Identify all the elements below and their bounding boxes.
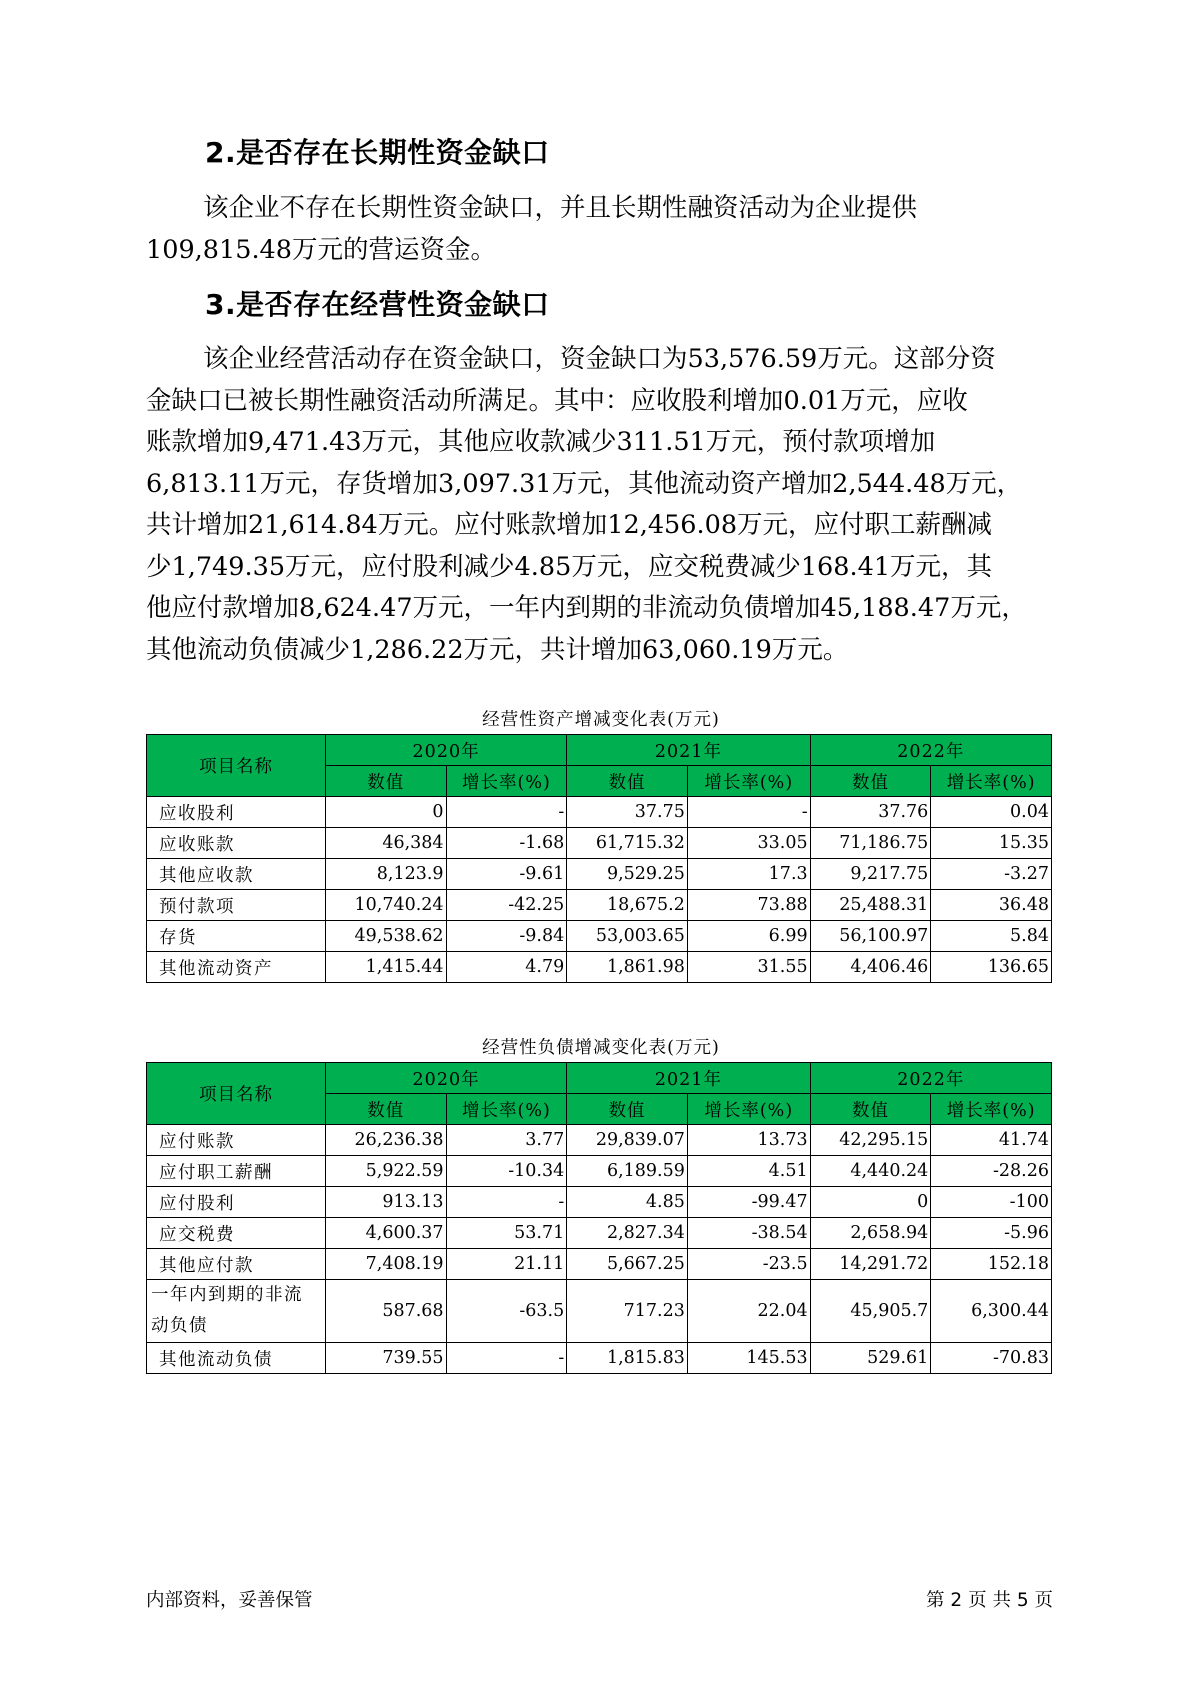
paragraph-line: 账款增加9,471.43万元，其他应收款减少311.51万元，预付款项增加 [146,427,936,457]
cell-value: 1,415.44 [325,952,446,983]
cell-growth-rate: -10.34 [446,1156,567,1187]
cell-growth-rate: 13.73 [687,1125,810,1156]
cell-value: 5,667.25 [567,1249,688,1280]
table-row [147,1343,1052,1374]
operating-liabilities-table [146,1062,1052,1374]
cell-value: 739.55 [325,1343,446,1374]
row-item-name: 应付股利 [147,1187,326,1218]
cell-growth-rate: 41.74 [931,1125,1052,1156]
table-row [147,1125,1052,1156]
cell-value: 717.23 [567,1280,688,1343]
section-heading-long-term-gap: 2.是否存在长期性资金缺口 [205,136,550,169]
cell-growth-rate: -9.61 [446,859,567,890]
cell-value: 6,189.59 [567,1156,688,1187]
cell-growth-rate: 22.04 [687,1280,810,1343]
cell-value: 1,861.98 [567,952,688,983]
cell-value: 2,827.34 [567,1218,688,1249]
cell-growth-rate: 36.48 [931,890,1052,921]
cell-growth-rate: -28.26 [931,1156,1052,1187]
table-caption-assets: 经营性资产增减变化表(万元) [482,710,720,730]
cell-value: 2,658.94 [810,1218,931,1249]
cell-growth-rate: 145.53 [687,1343,810,1374]
header-year: 2020年 [325,1063,566,1094]
table-row [147,859,1052,890]
cell-growth-rate: 152.18 [931,1249,1052,1280]
table-row [147,797,1052,828]
table-caption-liabilities: 经营性负债增减变化表(万元) [482,1038,720,1058]
cell-value: 9,217.75 [810,859,931,890]
header-value: 数值 [810,766,931,797]
cell-growth-rate: -63.5 [446,1280,567,1343]
header-year: 2020年 [325,735,566,766]
row-item-name: 其他流动资产 [147,952,326,983]
paragraph-line: 该企业经营活动存在资金缺口，资金缺口为53,576.59万元。这部分资 [203,344,996,374]
row-item-name: 一年内到期的非流动负债 [147,1280,326,1343]
cell-value: 25,488.31 [810,890,931,921]
header-rate: 增长率(%) [931,766,1052,797]
operating-assets-table [146,734,1052,983]
paragraph-operating-gap [146,339,1056,671]
header-rate: 增长率(%) [931,1094,1052,1125]
row-item-name: 应收股利 [147,797,326,828]
cell-growth-rate: 5.84 [931,921,1052,952]
table-row [147,1218,1052,1249]
cell-value: 10,740.24 [325,890,446,921]
table-row [147,1156,1052,1187]
table-row [147,1249,1052,1280]
cell-value: 587.68 [325,1280,446,1343]
cell-growth-rate: -23.5 [687,1249,810,1280]
cell-value: 37.75 [567,797,688,828]
header-value: 数值 [567,766,688,797]
row-item-name: 预付款项 [147,890,326,921]
cell-value: 56,100.97 [810,921,931,952]
cell-growth-rate: 4.79 [446,952,567,983]
cell-value: 4.85 [567,1187,688,1218]
table-row [147,1187,1052,1218]
cell-growth-rate: -42.25 [446,890,567,921]
cell-value: 4,440.24 [810,1156,931,1187]
cell-growth-rate: -1.68 [446,828,567,859]
cell-growth-rate: 33.05 [687,828,810,859]
cell-value: 7,408.19 [325,1249,446,1280]
cell-growth-rate: 3.77 [446,1125,567,1156]
header-rate: 增长率(%) [446,1094,567,1125]
cell-growth-rate: 53.71 [446,1218,567,1249]
table-row [147,1280,1052,1343]
cell-value: 0 [810,1187,931,1218]
cell-growth-rate: -70.83 [931,1343,1052,1374]
cell-growth-rate: - [446,797,567,828]
cell-value: 9,529.25 [567,859,688,890]
cell-value: 37.76 [810,797,931,828]
row-item-name: 其他流动负债 [147,1343,326,1374]
cell-growth-rate: 21.11 [446,1249,567,1280]
header-rate: 增长率(%) [687,1094,810,1125]
header-value: 数值 [325,766,446,797]
table-row [147,828,1052,859]
header-year: 2022年 [810,1063,1051,1094]
paragraph-line: 共计增加21,614.84万元。应付账款增加12,456.08万元，应付职工薪酬减 [146,510,993,540]
row-item-name: 应收账款 [147,828,326,859]
row-item-name: 应交税费 [147,1218,326,1249]
cell-growth-rate: 6,300.44 [931,1280,1052,1343]
cell-growth-rate: 6.99 [687,921,810,952]
row-item-name: 应付账款 [147,1125,326,1156]
cell-value: 53,003.65 [567,921,688,952]
cell-growth-rate: -100 [931,1187,1052,1218]
header-value: 数值 [810,1094,931,1125]
paragraph-line: 其他流动负债减少1,286.22万元，共计增加63,060.19万元。 [146,634,849,665]
table-row [147,921,1052,952]
cell-growth-rate: 17.3 [687,859,810,890]
cell-growth-rate: - [446,1343,567,1374]
header-value: 数值 [567,1094,688,1125]
header-value: 数值 [325,1094,446,1125]
cell-growth-rate: 31.55 [687,952,810,983]
table-row [147,890,1052,921]
cell-growth-rate: -3.27 [931,859,1052,890]
paragraph-line: 他应付款增加8,624.47万元，一年内到期的非流动负债增加45,188.47万元， [146,593,1027,623]
cell-value: 61,715.32 [567,828,688,859]
cell-value: 4,600.37 [325,1218,446,1249]
paragraph-long-term-gap [146,188,1056,271]
cell-growth-rate: - [687,797,810,828]
section-heading-operating-gap: 3.是否存在经营性资金缺口 [205,288,550,321]
footer-confidential-note: 内部资料，妥善保管 [146,1590,313,1611]
header-rate: 增长率(%) [687,766,810,797]
row-item-name: 其他应付款 [147,1249,326,1280]
cell-growth-rate: -38.54 [687,1218,810,1249]
cell-value: 4,406.46 [810,952,931,983]
cell-growth-rate: -5.96 [931,1218,1052,1249]
cell-value: 5,922.59 [325,1156,446,1187]
paragraph-line: 109,815.48万元的营运资金。 [146,234,497,265]
cell-growth-rate: 136.65 [931,952,1052,983]
cell-growth-rate: 4.51 [687,1156,810,1187]
table-row [147,952,1052,983]
footer-page-number: 第 2 页 共 5 页 [926,1590,1053,1611]
paragraph-line: 该企业不存在长期性资金缺口，并且长期性融资活动为企业提供 [203,193,918,223]
cell-growth-rate: - [446,1187,567,1218]
cell-value: 49,538.62 [325,921,446,952]
row-item-name: 其他应收款 [147,859,326,890]
header-rate: 增长率(%) [446,766,567,797]
cell-value: 45,905.7 [810,1280,931,1343]
paragraph-line: 6,813.11万元，存货增加3,097.31万元，其他流动资产增加2,544.48万元， [146,468,1023,499]
cell-value: 0 [325,797,446,828]
cell-value: 42,295.15 [810,1125,931,1156]
cell-growth-rate: -9.84 [446,921,567,952]
cell-value: 71,186.75 [810,828,931,859]
cell-value: 46,384 [325,828,446,859]
cell-value: 913.13 [325,1187,446,1218]
paragraph-line: 少1,749.35万元，应付股利减少4.85万元，应交税费减少168.41万元，其 [146,551,993,582]
cell-value: 26,236.38 [325,1125,446,1156]
header-year: 2022年 [810,735,1051,766]
cell-growth-rate: -99.47 [687,1187,810,1218]
cell-value: 529.61 [810,1343,931,1374]
cell-value: 8,123.9 [325,859,446,890]
paragraph-line: 金缺口已被长期性融资活动所满足。其中：应收股利增加0.01万元，应收 [146,385,968,416]
header-year: 2021年 [567,735,810,766]
cell-value: 29,839.07 [567,1125,688,1156]
row-item-name: 应付职工薪酬 [147,1156,326,1187]
cell-value: 1,815.83 [567,1343,688,1374]
header-year: 2021年 [567,1063,810,1094]
cell-value: 18,675.2 [567,890,688,921]
row-item-name: 存货 [147,921,326,952]
cell-growth-rate: 15.35 [931,828,1052,859]
cell-growth-rate: 0.04 [931,797,1052,828]
cell-value: 14,291.72 [810,1249,931,1280]
header-item-name: 项目名称 [147,735,326,797]
header-item-name: 项目名称 [147,1063,326,1125]
cell-growth-rate: 73.88 [687,890,810,921]
